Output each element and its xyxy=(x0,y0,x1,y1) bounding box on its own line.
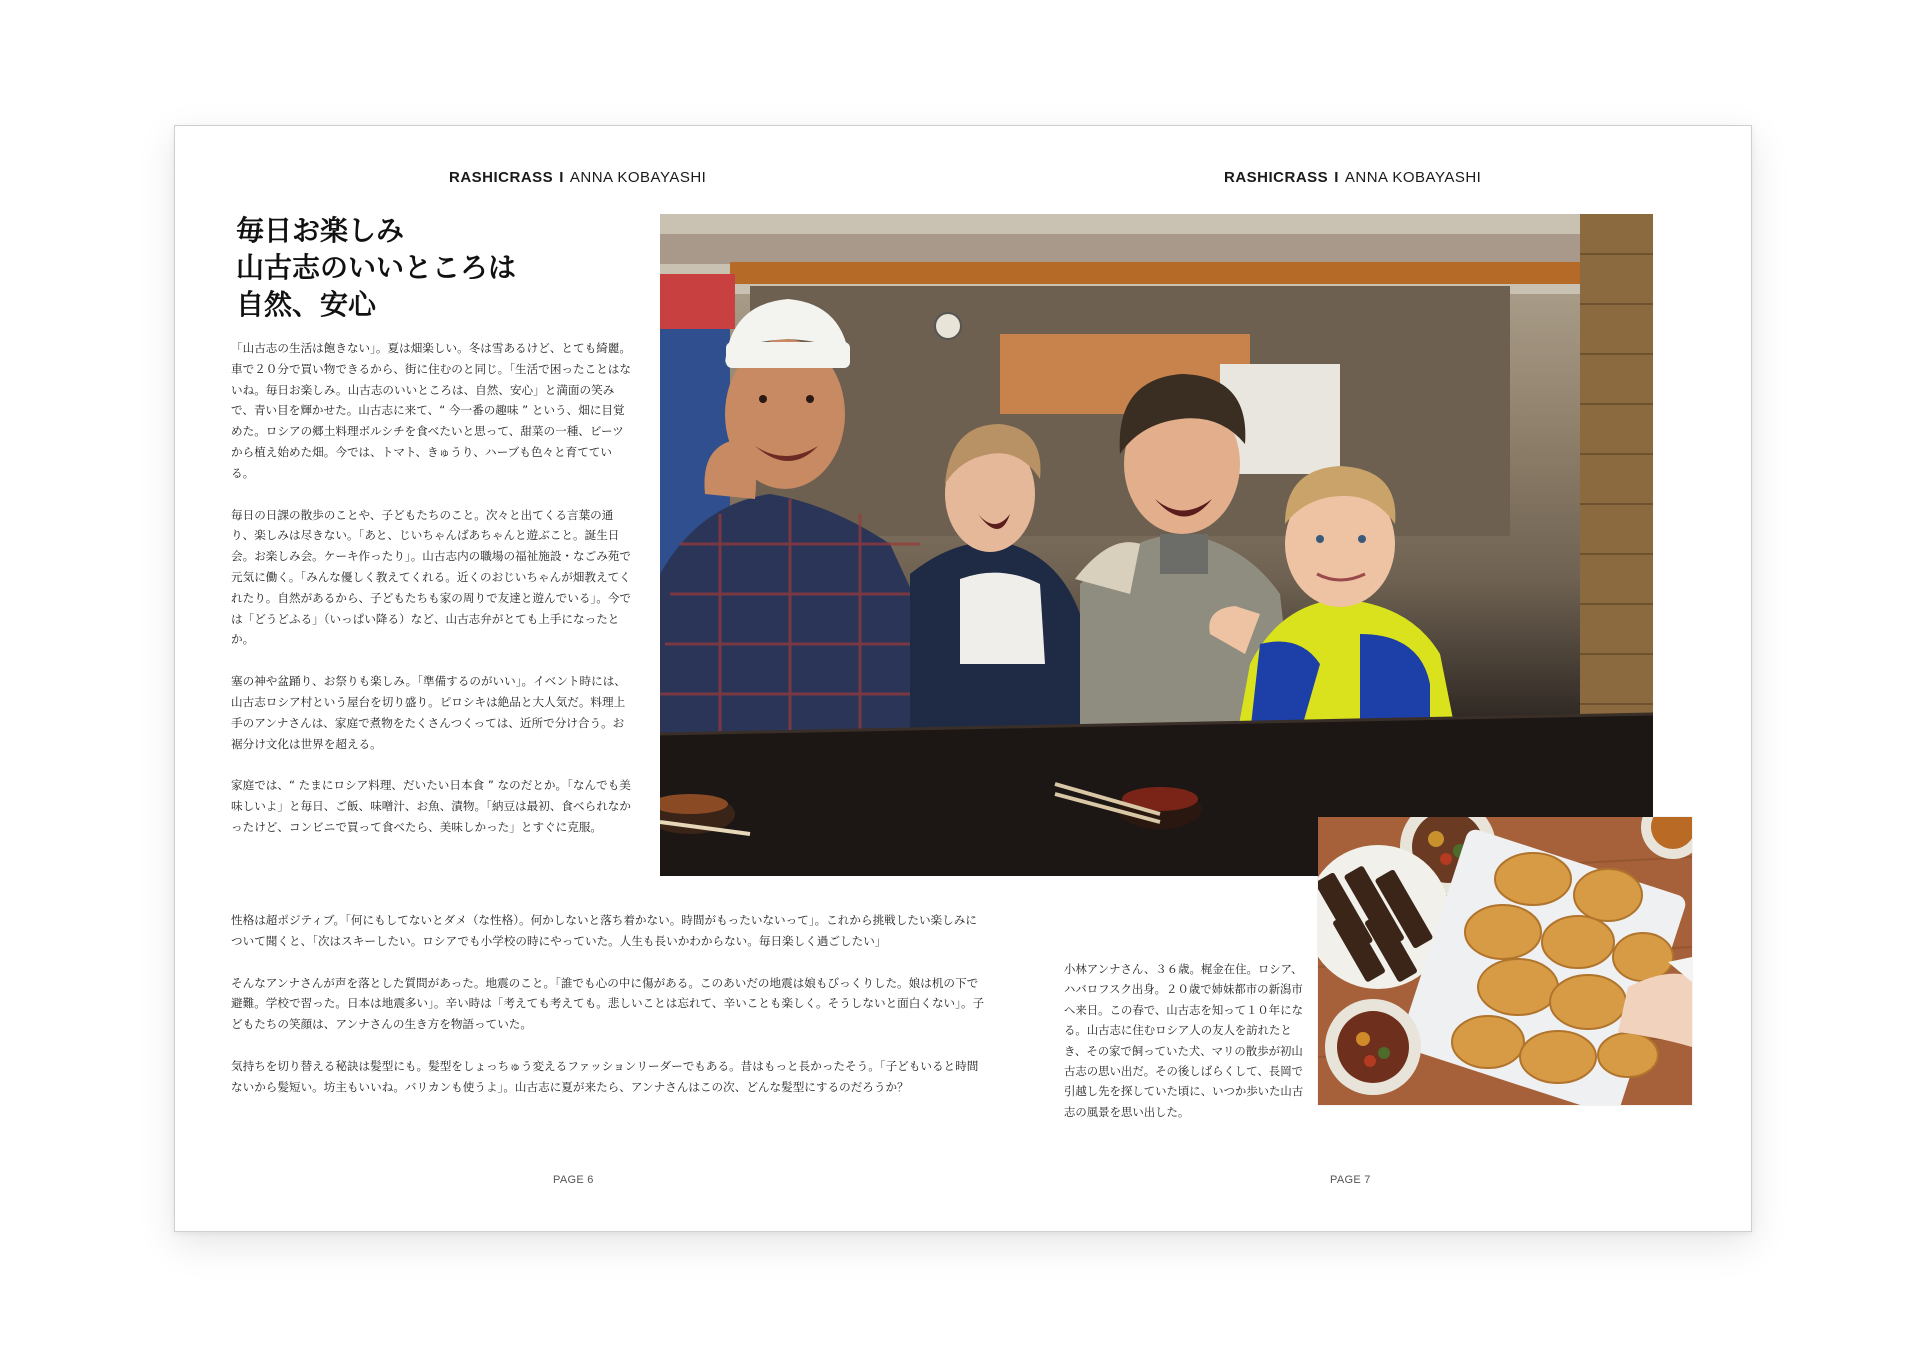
body-paragraph-6: そんなアンナさんが声を落とした質問があった。地震のこと。「誰でも心の中に傷がある。このあいだの地震は娘もびっくりした。娘は机の下で避難。学校で習った。日本は地震多い」。辛い時は「考えても考えても。悲しいことは忘れて、辛いことも楽しく。そうしないと面白くない」。子どもたちの笑顔は、アンナさんの生き方を物語っていた。 xyxy=(231,975,985,1032)
article-headline xyxy=(236,212,516,323)
body-column-wide xyxy=(231,910,986,1119)
separator: I xyxy=(559,169,564,186)
family-photo xyxy=(660,214,1653,876)
headline-line-1: 毎日お楽しみ xyxy=(236,214,405,247)
food-photo-illustration xyxy=(1318,817,1692,1105)
page-number-left: PAGE 6 xyxy=(553,1174,594,1186)
body-paragraph-4: 家庭では、“ たまにロシア料理、だいたい日本食 ” なのだとか。「なんでも美味しいよ」と毎日、ご飯、味噌汁、お魚、漬物。「納豆は最初、食べられなかったけど、コンビニで買って食べたら、美味しかった」とすぐに克服。 xyxy=(231,778,631,834)
body-column-left xyxy=(231,338,633,859)
magazine-spread xyxy=(174,125,1752,1232)
headline-line-3: 自然、安心 xyxy=(236,288,377,321)
photo-caption: 小林アンナさん、３６歳。梶金在住。ロシア、ハバロフスク出身。２０歳で姉妹都市の新潟市へ来日。この春で、山古志を知って１０年になる。山古志に住むロシア人の友人を訪れたとき、その家で飼っていた犬、マリの散歩が初山古志の思い出だ。その後しばらくして、長岡で引越し先を探していた頃に、いつか歩いた山古志の風景を思い出した。 xyxy=(1064,962,1304,1119)
page-number-right: PAGE 7 xyxy=(1330,1174,1371,1186)
family-photo-illustration xyxy=(660,214,1653,876)
body-paragraph-3: 塞の神や盆踊り、お祭りも楽しみ。「準備するのがいい」。イベント時には、山古志ロシア村という屋台を切り盛り。ピロシキは絶品と大人気だ。料理上手のアンナさんは、家庭で煮物をたくさんつくっては、近所で分け合う。お裾分け文化は世界を超える。 xyxy=(231,674,626,751)
author-name: ANNA KOBAYASHI xyxy=(1344,169,1482,186)
body-paragraph-1: 「山古志の生活は飽きない」。夏は畑楽しい。冬は雪あるけど、とても綺麗。車で２０分で買い物できるから、街に住むのと同じ。「生活で困ったことはないね。毎日お楽しみ。山古志のいいところは、自然、安心」と満面の笑みで、青い目を輝かせた。山古志に来て、“ 今一番の趣味 ” という、畑に目覚めた。ロシアの郷土料理ボルシチを食べたいと思って、甜菜の一種、ビーツから植え始めた畑。今では、トマト、きゅうり、ハーブも色々と育てている。 xyxy=(231,341,631,480)
magazine-name: RASHICRASS xyxy=(1224,169,1329,186)
separator: I xyxy=(1334,169,1339,186)
food-photo xyxy=(1318,817,1692,1105)
running-head-right xyxy=(1224,169,1481,186)
body-paragraph-5: 性格は超ポジティブ。「何にもしてないとダメ（な性格）。何かしないと落ち着かない。時間がもったいないって」。これから挑戦したい楽しみについて聞くと、「次はスキーしたい。ロシアでも小学校の時にやっていた。人生も長いかわからない。毎日楽しく過ごしたい」 xyxy=(231,913,977,948)
running-head-left xyxy=(449,169,706,186)
magazine-name: RASHICRASS xyxy=(449,169,554,186)
author-name: ANNA KOBAYASHI xyxy=(569,169,707,186)
headline-line-2: 山古志のいいところは xyxy=(236,251,517,284)
body-paragraph-2: 毎日の日課の散歩のことや、子どもたちのこと。次々と出てくる言葉の通り、楽しみは尽きない。「あと、じいちゃんばあちゃんと遊ぶこと。誕生日会。お楽しみ会。ケーキ作ったり」。山古志内の職場の福祉施設・なごみ苑で元気に働く。「みんな優しく教えてくれる。近くのおじいちゃんが畑教えてくれたり。自然があるから、子どもたちも家の周りで友達と遊んでいる」。今では「どうどふる」（いっぱい降る）など、山古志弁がとても上手になったとか。 xyxy=(231,507,631,647)
body-paragraph-7: 気持ちを切り替える秘訣は髪型にも。髪型をしょっちゅう変えるファッションリーダーでもある。昔はもっと長かったそう。「子どもいると時間ないから髪短い。坊主もいいね。バリカンも使うよ」。山古志に夏が来たら、アンナさんはこの次、どんな髪型にするのだろうか？ xyxy=(231,1058,979,1094)
